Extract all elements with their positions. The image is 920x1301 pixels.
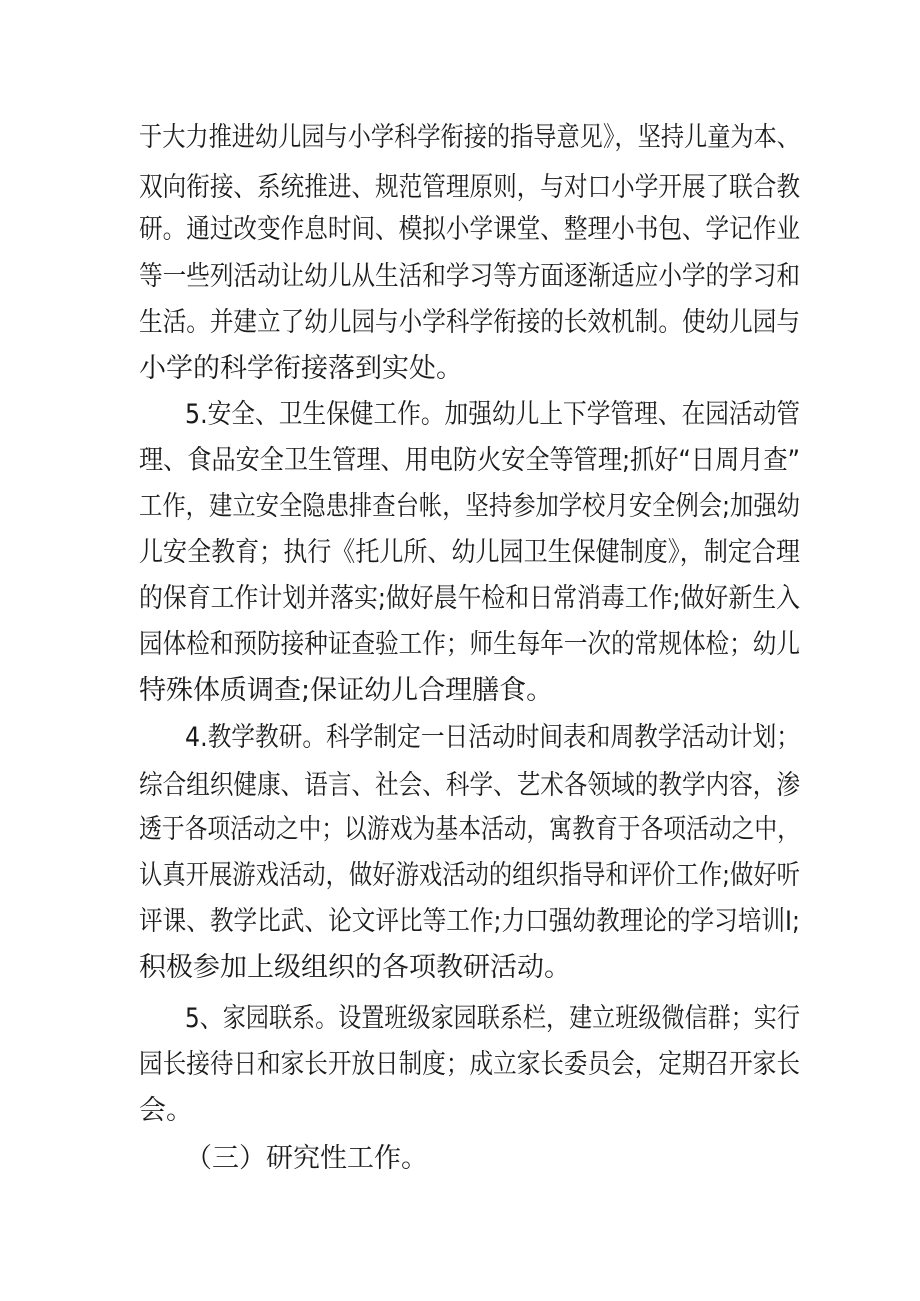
text-line-content: 研。通过改变作息时间、模拟小学课堂、整理小书包、学记作业 (139, 214, 800, 245)
text-line (0, 898, 920, 946)
text-line (0, 667, 920, 715)
text-line-content: 综合组织健康、语言、社会、科学、艺术各领域的教学内容，渗 (139, 770, 800, 801)
text-line (0, 253, 920, 301)
text-line (0, 852, 920, 900)
text-line-content: 评课、教学比武、论文评比等工作;力口强幼教理论的学习培训I; (139, 906, 800, 937)
text-line (0, 391, 920, 439)
section-heading: （三）研究性工作。 (185, 1143, 428, 1174)
paragraph-start: 5.安全、卫生保健工作。加强幼儿上下学管理、在园活动管 (185, 399, 800, 430)
text-line-content: 等一些列活动让幼儿从生活和学习等方面逐渐适应小学的学习和 (139, 261, 800, 292)
text-line (0, 114, 920, 162)
paragraph-start: 4.教学教研。科学制定一日活动时间表和周教学活动计划； (185, 722, 800, 753)
text-line (0, 529, 920, 577)
text-line (0, 1087, 920, 1135)
text-line (0, 1135, 920, 1183)
text-line-content: 于大力推进幼儿园与小学科学衔接的指导意见》，坚持儿童为本、 (139, 122, 801, 153)
text-line (0, 621, 920, 669)
text-line (0, 575, 920, 623)
text-line-content: 园长接待日和家长开放日制度；成立家长委员会，定期召开家长 (139, 1049, 800, 1080)
text-line (0, 345, 920, 393)
text-line-content: 工作，建立安全隐患排查台帐，坚持参加学校月安全例会;加强幼 (139, 491, 800, 522)
text-line-content: 理、食品安全卫生管理、用电防火安全等管理;抓好“日周月查” (139, 445, 801, 476)
text-line-content: 透于各项活动之中；以游戏为基本活动，寓教育于各项活动之中， (139, 814, 801, 845)
text-line (0, 995, 920, 1043)
text-line (0, 483, 920, 531)
text-line-content: 小学的科学衔接落到实处。 (139, 353, 463, 384)
paragraph-start: 5、家园联系。设置班级家园联系栏，建立班级微信群；实行 (185, 1003, 800, 1034)
text-line-content: 会。 (139, 1095, 193, 1126)
text-line (0, 437, 920, 485)
text-line-content: 积极参加上级组织的各项教研活动。 (139, 952, 571, 983)
text-line (0, 944, 920, 992)
text-line (0, 714, 920, 762)
text-line-content: 儿安全教育；执行《托儿所、幼儿园卫生保健制度》，制定合理 (139, 537, 800, 568)
text-line (0, 806, 920, 854)
text-line (0, 1041, 920, 1089)
text-line-content: 园体检和预防接种证查验工作；师生每年一次的常规体检；幼儿 (139, 629, 800, 660)
text-line (0, 762, 920, 810)
text-line-content: 生活。并建立了幼儿园与小学科学衔接的长效机制。使幼儿园与 (139, 307, 800, 338)
text-line (0, 299, 920, 347)
text-line (0, 164, 920, 212)
text-line-content: 双向衔接、系统推进、规范管理原则，与对口小学开展了联合教 (139, 172, 800, 203)
text-line-content: 的保育工作计划并落实;做好晨午检和日常消毒工作;做好新生入 (139, 583, 800, 614)
text-line-content: 特殊体质调查;保证幼儿合理膳食。 (139, 675, 554, 706)
text-line (0, 206, 920, 254)
text-line-content: 认真开展游戏活动，做好游戏活动的组织指导和评价工作;做好听 (139, 860, 800, 891)
